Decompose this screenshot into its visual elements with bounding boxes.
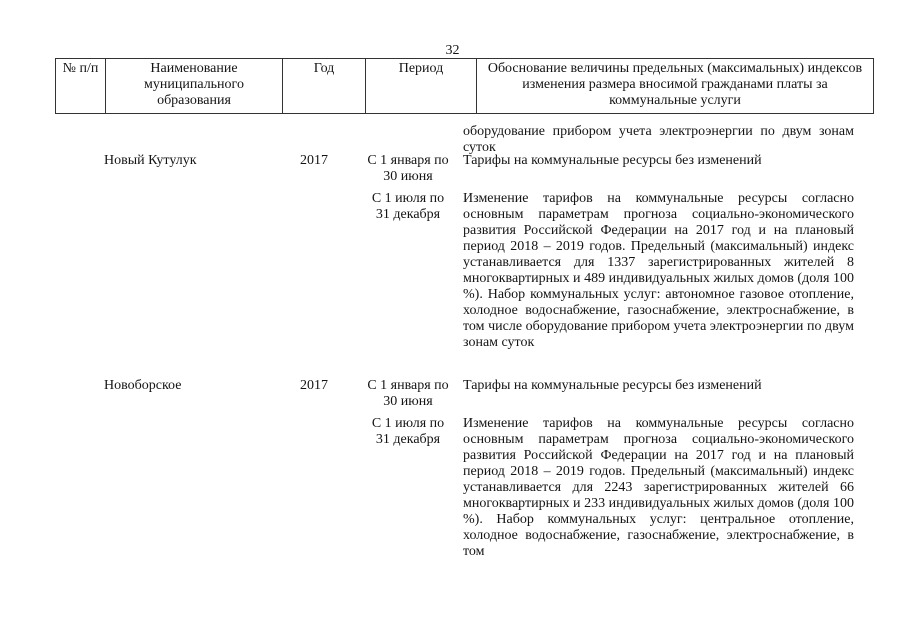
header-col-justification: Обоснование величины предельных (максимальных) индексов изменения размера вносимой гражданами платы за коммунальные услуги — [477, 59, 874, 114]
row-2-municipality: Новоборское — [104, 378, 182, 393]
row-1-year: 2017 — [300, 153, 328, 168]
row-1-period-second-half: С 1 июля по 31 декабря — [371, 191, 445, 222]
page-number: 32 — [445, 43, 460, 58]
header-col-year: Год — [283, 59, 366, 114]
row-2-text-second-half: Изменение тарифов на коммунальные ресурсы согласно основным параметрам прогноза социально-экономического развития Российской Федерации на 2017 год и на плановый период 2018 – 2019 годов. Предельный (максимальный) индекс устанавливается для 2243 зарегистрированных жителей 66 многоквартирных и 233 индивидуальных жилых домов (доля 100 %). Набор коммунальных услуг: центральное отопление, холодное водоснабжение, газоснабжение, электроснабжение, в том — [463, 416, 854, 559]
table-header — [55, 58, 874, 114]
row-1-municipality: Новый Кутулук — [104, 153, 197, 168]
row-2-year: 2017 — [300, 378, 328, 393]
header-col-number: № п/п — [56, 59, 106, 114]
row-1-text-second-half: Изменение тарифов на коммунальные ресурсы согласно основным параметрам прогноза социально-экономического развития Российской Федерации на 2017 год и на плановый период 2018 – 2019 годов. Предельный (максимальный) индекс устанавливается для 1337 зарегистрированных жителей 8 многоквартирных и 489 индивидуальных жилых домов (доля 100 %). Набор коммунальных услуг: автономное газовое отопление, холодное водоснабжение, газоснабжение, электроснабжение, в том числе оборудование прибором учета электроэнергии по двум зонам суток — [463, 191, 854, 350]
header-col-period: Период — [366, 59, 477, 114]
header-col-municipality: Наименование муниципального образования — [106, 59, 283, 114]
row-1-period-first-half: С 1 января по 30 июня — [367, 153, 449, 184]
carryover-text: оборудование прибором учета электроэнергии по двум зонам суток — [463, 124, 854, 155]
row-2-text-first-half: Тарифы на коммунальные ресурсы без изменений — [463, 378, 762, 393]
row-2-period-first-half: С 1 января по 30 июня — [367, 378, 449, 409]
row-2-period-second-half: С 1 июля по 31 декабря — [371, 416, 445, 447]
row-1-text-first-half: Тарифы на коммунальные ресурсы без изменений — [463, 153, 762, 168]
